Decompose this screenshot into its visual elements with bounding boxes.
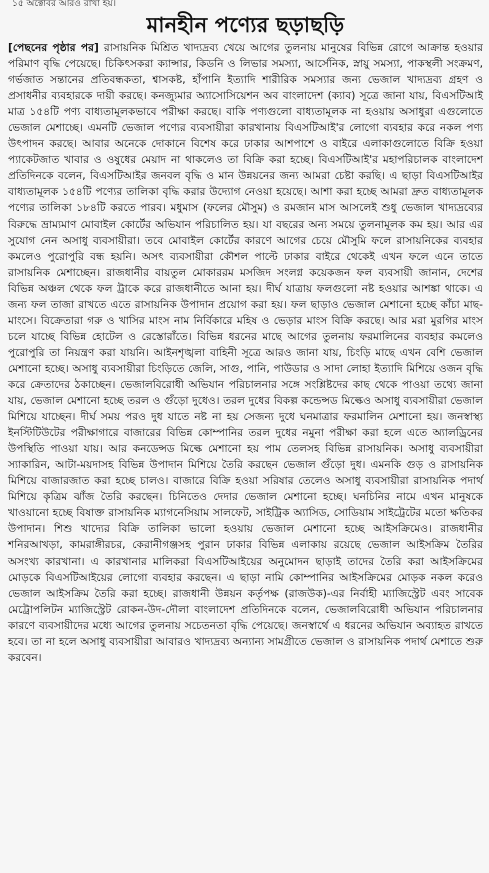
headline: মানহীন পণ্যের ছড়াছড়ি [146,13,345,37]
article-body [8,40,483,666]
continuation-marker: [পেছনের পৃষ্ঠার পর] [8,42,99,54]
article-text: রাসায়নিক মিশ্রিত খাদ্যদ্রব্য খেয়ে আগের তুলনায় মানুষের বিভিন্ন রোগে আক্রান্ত হওয়ার পরিমাণ বৃদ্ধি পেয়েছে। চিকিৎসকরা ক্যান্সার, কিডনি ও লিভার সমস্যা, আর্সেনিক, স্নায়ু সমস্যা, পাকস্থলী সংক্রমণ, গর্ভজাত সন্তানের প্রতিবন্ধকতা, শ্বাসকষ্ট, হাঁপানি ইত্যাদি শারীরিক সমস্যার জন্য ভেজাল খাদ্যদ্রব্য গ্রহণ ও প্রসাধনীর ব্যবহারকে দায়ী করছে। কনজ্যুমার অ্যাসোসিয়েশন অব বাংলাদেশ (ক্যাব) সূত্রে জানা যায়, বিএসটিআই মাত্র ১৫৪টি পণ্য বাধ্যতামূলকভাবে পরীক্ষা করছে। বাকি পণ্যগুলো বাধ্যতামূলক না হওয়ায় অসাধুরা এগুলোতে ভেজাল মেশাচ্ছে। এমনটি ভেজাল পণ্যের ব্যবসায়ীরা কারখানায় বিএসটিআই'র লোগো ব্যবহার করে নকল পণ্য উৎপাদন করছে। আবার অনেকে দোকানে বিশেষ করে ঢাকার আশপাশে ও বাইরে এলাকাগুলোতে বিক্রি হওয়া প্যাকেটজাত খাবার ও ওষুধের মেয়াদ না থাকলেও তা বিক্রি করা হচ্ছে। বিএসটিআই'র মহাপরিচালক বাংলাদেশ প্রতিদিনকে বলেন, বিএসটিআইর জনবল বৃদ্ধি ও মান উন্নয়নের জন্য আমরা চেষ্টা করছি। এ ছাড়া বিএসটিআইর বাধ্যতামূলক ১৫৪টি পণ্যের তালিকা বৃদ্ধি করার উদ্যোগ নেওয়া হয়েছে। আশা করা হচ্ছে আমরা দ্রুত বাধ্যতামূলক পণ্যের তালিকা ১৮৪টি করতে পারব। মধুমাস (ফলের মৌসুম) ও রমজান মাস আসলেই শুধু ভেজাল খাদ্যদ্রব্যের বিরুদ্ধে ভ্রাম্যমাণ মোবাইল কোর্টের অভিযান পরিচালিত হয়। যা বছরের অন্য সময়ে তুলনামূলক কম হয়। আর এর সুযোগ নেন অসাধু ব্যবসায়ীরা। তবে মোবাইল কোর্টের কারণে আগের চেয়ে মৌসুমি ফলে রাসায়নিকের ব্যবহার কমলেও পুরোপুরি বন্ধ হয়নি। অসৎ ব্যবসায়ীরা কৌশল পাল্টে ঢাকার বাইরে থেকেই এখন ফলে এনে তাতে রাসায়নিক মেশাচ্ছেন। রাজধানীর বায়তুল মোকাররম মসজিদ সংলগ্ন কয়েকজন ফল ব্যবসায়ী জানান, দেশের বিভিন্ন অঞ্চল থেকে ফল ট্রাকে করে রাজধানীতে আনা হয়। দীর্ঘ যাত্রায় ফলগুলো নষ্ট হওয়ার আশঙ্কা থাকে। এ জন্য ফল তাজা রাখতে এতে রাসায়নিক উপাদান প্রয়োগ করা হয়। ফল ছাড়াও ভেজাল মেশানো হচ্ছে কাঁচা মাছ-মাংসে। বিক্রেতারা গরু ও খাসির মাংস নাম নির্বিকারে মহিষ ও ভেড়ার মাংস বিক্রি করছে। আর মরা মুরগির মাংস চলে যাচ্ছে বিভিন্ন হোটেল ও রেস্তোরাঁতে। বিভিন্ন ধরনের মাছে আগের তুলনায় ফরমালিনের ব্যবহার কমলেও পুরোপুরি তা নিয়ন্ত্রণ করা যায়নি। আইনশৃঙ্খলা বাহিনী সূত্রে আরও জানা যায়, চিংড়ি মাছে এখন বেশি ভেজাল মেশানো হচ্ছে। অসাধু ব্যবসায়ীরা চিংড়িতে জেলি, সাগু, পানি, পাউডার ও সাদা লোহা ইত্যাদি মিশিয়ে ওজন বৃদ্ধি করে ক্রেতাদের ঠকাচ্ছেন। ভেজালবিরোধী অভিযান পরিচালনার সঙ্গে সংশ্লিষ্টদের কাছ থেকে পাওয়া তথ্যে জানা যায়, ভেজাল মেশানো হচ্ছে তরল ও গুঁড়ো দুধেও। তরল দুধের বিকল্প কন্ডেন্সড মিল্কেও অসাধু ব্যবসায়ীরা ভেজাল মিশিয়ে যাচ্ছেন। দীর্ঘ সময় পরও দুধ যাতে নষ্ট না হয় সেজন্য দুধে ঘনমাত্রার ফরমালিন মেশানো হয়। জনস্বাস্থ্য ইনস্টিটিউটের পরীক্ষাগারে বাজারের বিভিন্ন কোম্পানির তরল দুধের নমুনা পরীক্ষা করা হলে এতে অ্যালড্রিনের উপস্থিতি পাওয়া যায়। আর কনডেন্সড মিল্কে মেশানো হয় পাম তেলসহ বিভিন্ন রাসায়নিক। অসাধু ব্যবসায়ীরা স্যাকারিন, আটা-ময়দাসহ বিভিন্ন উপাদান মিশিয়ে তৈরি করছেন ভেজাল গুঁড়ো দুধ। এমনকি গুড় ও রাসায়নিক মিশিয়ে বাজারজাত করা হচ্ছে চালও। বাজারে বিক্রি হওয়া সরিষার তেলেও অসাধু ব্যবসায়ীরা রাসায়নিক পদার্থ মিশিয়ে কৃত্রিম ঝাঁজ তৈরি করছেন। চিনিতেও দেদার ভেজাল মেশানো হচ্ছে। ঘনচিনির নামে এখন মানুষকে খাওয়ানো হচ্ছে বিষাক্ত রাসায়নিক ম্যাগনেসিয়াম সালফেট, সাইট্রিক অ্যাসিড, সোডিয়াম সাইট্রেটের মতো ক্ষতিকর উপাদান। শিশু খাদ্যের বিক্রি তালিকা ভালো হওয়ায় ভেজাল মেশানো হচ্ছে আইসক্রিমেও। রাজধানীর শনিরআখড়া, কামরাঙ্গীরচর, কেরানীগঞ্জসহ পুরান ঢাকার বিভিন্ন এলাকায় রয়েছে ভেজাল আইসক্রিম তৈরির অসংখ্য কারখানা। এ কারখানার মালিকরা বিএসটিআইয়ের অনুমোদন ছাড়াই তাদের তৈরি করা আইসক্রিমের মোড়কে বিএসটিআইয়ের লোগো ব্যবহার করছেন। এ ছাড়া নামি কোম্পানির আইসক্রিমের মোড়ক নকল করেও ভেজাল আইসক্রিম তৈরি করা হচ্ছে। রাজধানী উন্নয়ন কর্তৃপক্ষ (রাজউক)-এর নির্বাহী ম্যাজিস্ট্রেট এবং সাবেক মেট্রোপলিটন ম্যাজিস্ট্রেট রোকন-উদ-দৌলা বাংলাদেশ প্রতিদিনকে বলেন, ভেজালবিরোধী অভিযান পরিচালনার কারণে ব্যবসায়ীদের মধ্যে আগের তুলনায় সচেতনতা বৃদ্ধি পেয়েছে। জনস্বার্থে এ ধরনের অভিযান অব্যাহত রাখতে হবে। তা না হলে অসাধু ব্যবসায়ীরা আবারও খাদ্যদ্রব্য অন্যান্য সামগ্রীতে ভেজাল ও রাসায়নিক পদার্থ মেশাতে শুরু করবেন। [8,42,483,664]
previous-article-fragment: ১৫ অক্টোবর আরও রাখা হয়। [12,0,116,9]
